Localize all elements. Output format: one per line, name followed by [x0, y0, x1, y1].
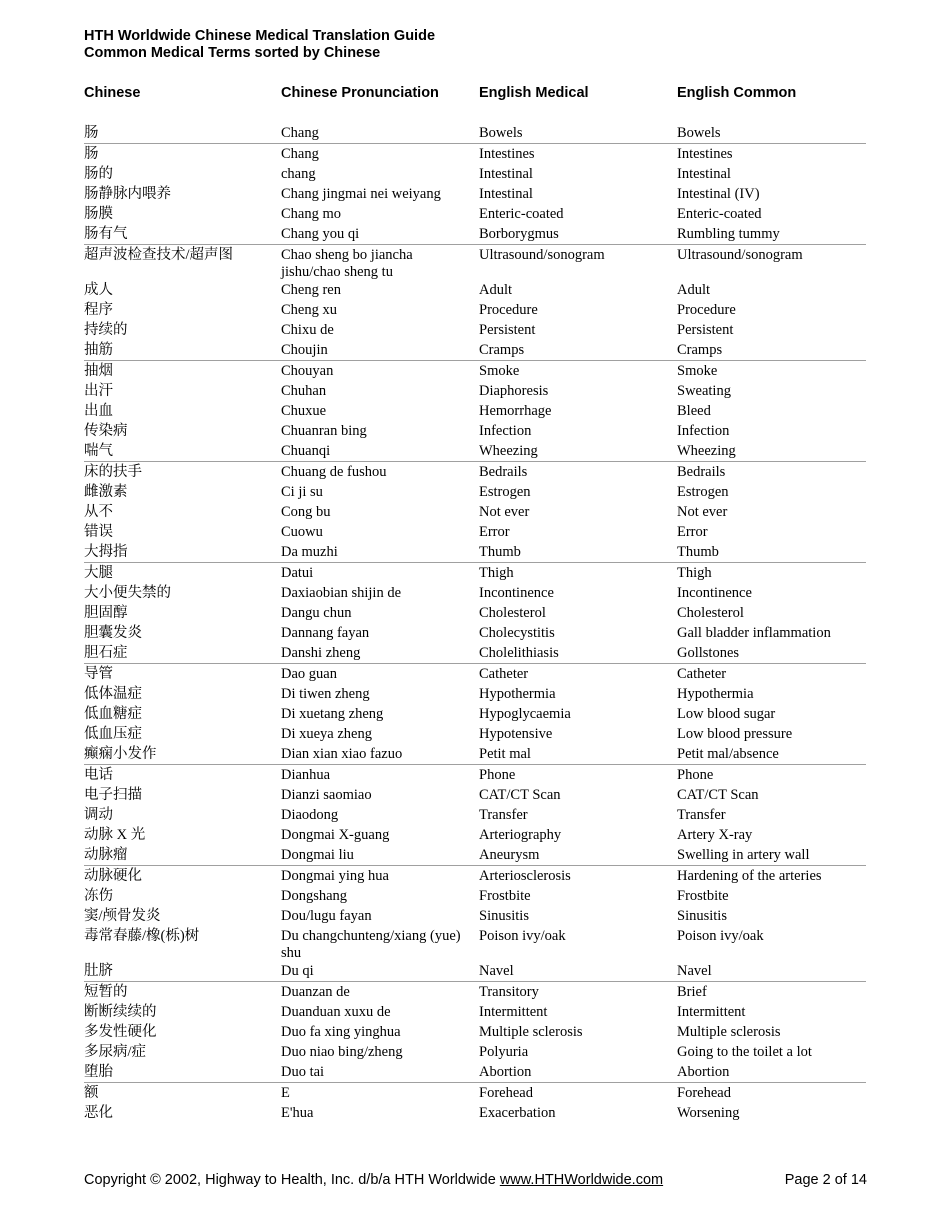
cell-english-common: Smoke: [677, 362, 718, 379]
cell-chinese: 断断续续的: [84, 1003, 157, 1020]
cell-chinese: 传染病: [84, 422, 128, 439]
cell-chinese: 出汗: [84, 382, 113, 399]
cell-pronunciation: Dianhua: [281, 766, 331, 783]
table-row: [84, 1022, 866, 1042]
cell-pronunciation: Du changchunteng/xiang (yue) shu: [281, 927, 461, 961]
table-row: [84, 764, 866, 785]
cell-english-medical: Intestines: [479, 145, 535, 162]
cell-english-medical: Ultrasound/sonogram: [479, 246, 605, 263]
cell-english-common: Hardening of the arteries: [677, 867, 822, 884]
cell-english-common: Error: [677, 523, 708, 540]
table-row: [84, 224, 866, 244]
cell-english-common: Thumb: [677, 543, 719, 560]
cell-chinese: 程序: [84, 301, 113, 318]
cell-english-medical: Bedrails: [479, 463, 528, 480]
table-row: [84, 603, 866, 623]
cell-pronunciation: Duo niao bing/zheng: [281, 1043, 403, 1060]
cell-english-common: Enteric-coated: [677, 205, 762, 222]
cell-chinese: 窦/颅骨发炎: [84, 907, 161, 924]
cell-english-common: Gall bladder inflammation: [677, 624, 831, 641]
cell-pronunciation: E'hua: [281, 1104, 314, 1121]
cell-chinese: 错误: [84, 523, 113, 540]
table-row: [84, 684, 866, 704]
table-row: [84, 805, 866, 825]
cell-chinese: 肠: [84, 124, 99, 141]
table-row: [84, 583, 866, 603]
cell-chinese: 持续的: [84, 321, 128, 338]
cell-chinese: 超声波检查技术/超声图: [84, 246, 234, 263]
table-row: [84, 1042, 866, 1062]
cell-english-common: Intermittent: [677, 1003, 746, 1020]
cell-english-common: Transfer: [677, 806, 726, 823]
cell-english-medical: Navel: [479, 962, 514, 979]
cell-english-medical: CAT/CT Scan: [479, 786, 561, 803]
cell-chinese: 堕胎: [84, 1063, 113, 1080]
cell-pronunciation: Daxiaobian shijin de: [281, 584, 402, 601]
cell-chinese: 冻伤: [84, 887, 113, 904]
table-row: [84, 401, 866, 421]
table-row: [84, 381, 866, 401]
cell-pronunciation: Danshi zheng: [281, 644, 361, 661]
cell-chinese: 肠: [84, 145, 99, 162]
cell-chinese: 低血糖症: [84, 705, 142, 722]
cell-english-common: Cramps: [677, 341, 723, 358]
cell-pronunciation: Chuanqi: [281, 442, 331, 459]
cell-pronunciation: Chang jingmai nei weiyang: [281, 185, 441, 202]
table-row: [84, 522, 866, 542]
cell-chinese: 恶化: [84, 1104, 113, 1121]
cell-pronunciation: chang: [281, 165, 316, 182]
table-row: [84, 724, 866, 744]
cell-english-common: Not ever: [677, 503, 728, 520]
cell-english-common: Procedure: [677, 301, 736, 318]
table-row: [84, 1082, 866, 1103]
table-row: [84, 542, 866, 562]
table-row: [84, 461, 866, 482]
table-row: [84, 704, 866, 724]
cell-chinese: 喘气: [84, 442, 113, 459]
cell-english-common: Bowels: [677, 124, 721, 141]
cell-english-medical: Petit mal: [479, 745, 531, 762]
cell-english-common: Artery X-ray: [677, 826, 753, 843]
cell-pronunciation: Chuxue: [281, 402, 327, 419]
cell-pronunciation: Choujin: [281, 341, 328, 358]
cell-english-medical: Thigh: [479, 564, 514, 581]
cell-english-medical: Smoke: [479, 362, 520, 379]
table-row: [84, 663, 866, 684]
cell-english-medical: Abortion: [479, 1063, 532, 1080]
cell-english-common: Ultrasound/sonogram: [677, 246, 803, 263]
cell-english-common: Worsening: [677, 1104, 740, 1121]
cell-english-common: Going to the toilet a lot: [677, 1043, 812, 1060]
cell-pronunciation: Di xuetang zheng: [281, 705, 384, 722]
document-title: [84, 28, 435, 62]
cell-english-common: Estrogen: [677, 483, 729, 500]
cell-pronunciation: Di xueya zheng: [281, 725, 372, 742]
table-row: [84, 502, 866, 522]
cell-pronunciation: Dongmai liu: [281, 846, 354, 863]
cell-english-medical: Catheter: [479, 665, 529, 682]
cell-pronunciation: Dongmai ying hua: [281, 867, 389, 884]
cell-english-medical: Borborygmus: [479, 225, 559, 242]
cell-chinese: 抽筋: [84, 341, 113, 358]
cell-english-medical: Arteriosclerosis: [479, 867, 571, 884]
cell-pronunciation: Dao guan: [281, 665, 337, 682]
cell-pronunciation: Dongshang: [281, 887, 348, 904]
cell-chinese: 大拇指: [84, 543, 128, 560]
cell-english-medical: Cholelithiasis: [479, 644, 559, 661]
cell-english-common: Wheezing: [677, 442, 736, 459]
cell-chinese: 毒常春藤/橡(栎)树: [84, 927, 200, 944]
cell-chinese: 肠的: [84, 165, 113, 182]
cell-english-common: Incontinence: [677, 584, 752, 601]
cell-chinese: 肠有气: [84, 225, 128, 242]
cell-chinese: 动脉硬化: [84, 867, 142, 884]
cell-pronunciation: Chang: [281, 124, 319, 141]
cell-english-medical: Wheezing: [479, 442, 538, 459]
table-row: [84, 143, 866, 164]
cell-pronunciation: Chuanran bing: [281, 422, 367, 439]
cell-pronunciation: Chouyan: [281, 362, 334, 379]
cell-pronunciation: Chao sheng bo jiancha jishu/chao sheng tu: [281, 246, 413, 280]
cell-english-common: Infection: [677, 422, 730, 439]
cell-english-common: Brief: [677, 983, 707, 1000]
table-row: [84, 340, 866, 360]
cell-english-medical: Cramps: [479, 341, 525, 358]
column-headers: [84, 85, 868, 105]
cell-chinese: 低体温症: [84, 685, 142, 702]
cell-chinese: 大腿: [84, 564, 113, 581]
cell-english-common: Thigh: [677, 564, 712, 581]
cell-english-medical: Estrogen: [479, 483, 531, 500]
table-row: [84, 643, 866, 663]
cell-english-medical: Aneurysm: [479, 846, 540, 863]
column-header-english-medical: English Medical: [479, 85, 589, 101]
cell-pronunciation: Chang: [281, 145, 319, 162]
cell-english-common: Forehead: [677, 1084, 731, 1101]
cell-pronunciation: Ci ji su: [281, 483, 323, 500]
cell-english-medical: Cholecystitis: [479, 624, 555, 641]
cell-pronunciation: Duo fa xing yinghua: [281, 1023, 401, 1040]
cell-chinese: 成人: [84, 281, 113, 298]
cell-chinese: 癫痫小发作: [84, 745, 157, 762]
cell-english-medical: Diaphoresis: [479, 382, 549, 399]
table-row: [84, 961, 866, 981]
cell-pronunciation: Duanzan de: [281, 983, 350, 1000]
cell-english-medical: Arteriography: [479, 826, 562, 843]
table-row: [84, 785, 866, 805]
cell-pronunciation: Duanduan xuxu de: [281, 1003, 391, 1020]
cell-chinese: 多尿病/症: [84, 1043, 147, 1060]
cell-english-common: Catheter: [677, 665, 727, 682]
cell-chinese: 动脉瘤: [84, 846, 128, 863]
table-row: [84, 623, 866, 643]
cell-english-medical: Intermittent: [479, 1003, 548, 1020]
cell-english-common: Intestinal: [677, 165, 731, 182]
table-row: [84, 1002, 866, 1022]
cell-english-common: Hypothermia: [677, 685, 754, 702]
cell-pronunciation: Cong bu: [281, 503, 331, 520]
table-row: [84, 164, 866, 184]
cell-english-medical: Poison ivy/oak: [479, 927, 566, 944]
cell-chinese: 低血压症: [84, 725, 142, 742]
cell-pronunciation: Diaodong: [281, 806, 339, 823]
copyright-text: Copyright © 2002, Highway to Health, Inc. d/b/a HTH Worldwide: [84, 1172, 500, 1188]
cell-english-medical: Adult: [479, 281, 513, 298]
cell-english-medical: Thumb: [479, 543, 521, 560]
cell-english-medical: Not ever: [479, 503, 530, 520]
cell-english-medical: Procedure: [479, 301, 538, 318]
cell-english-common: Bleed: [677, 402, 711, 419]
cell-pronunciation: Dannang fayan: [281, 624, 370, 641]
cell-pronunciation: Cheng xu: [281, 301, 337, 318]
cell-pronunciation: Cheng ren: [281, 281, 341, 298]
cell-chinese: 调动: [84, 806, 113, 823]
cell-pronunciation: Dangu chun: [281, 604, 352, 621]
table-row: [84, 300, 866, 320]
table-row: [84, 204, 866, 224]
cell-english-common: Low blood sugar: [677, 705, 776, 722]
cell-english-medical: Hypotensive: [479, 725, 553, 742]
table-row: [84, 123, 866, 143]
cell-english-common: CAT/CT Scan: [677, 786, 759, 803]
cell-chinese: 抽烟: [84, 362, 113, 379]
cell-english-medical: Incontinence: [479, 584, 554, 601]
cell-english-common: Sweating: [677, 382, 731, 399]
column-header-english-common: English Common: [677, 85, 797, 101]
table-row: [84, 421, 866, 441]
cell-english-common: Gollstones: [677, 644, 740, 661]
title-line-1: HTH Worldwide Chinese Medical Translation Guide: [84, 28, 436, 44]
table-row: [84, 886, 866, 906]
cell-english-medical: Hypothermia: [479, 685, 556, 702]
table-row: [84, 1062, 866, 1082]
cell-chinese: 从不: [84, 503, 113, 520]
cell-english-common: Rumbling tummy: [677, 225, 780, 242]
cell-english-medical: Error: [479, 523, 510, 540]
cell-pronunciation: Chang you qi: [281, 225, 360, 242]
cell-english-common: Phone: [677, 766, 714, 783]
cell-chinese: 电话: [84, 766, 113, 783]
cell-english-medical: Sinusitis: [479, 907, 529, 924]
table-row: [84, 184, 866, 204]
cell-pronunciation: Da muzhi: [281, 543, 338, 560]
cell-english-common: Adult: [677, 281, 711, 298]
cell-english-medical: Infection: [479, 422, 532, 439]
cell-english-medical: Hypoglycaemia: [479, 705, 571, 722]
table-row: [84, 825, 866, 845]
cell-english-common: Bedrails: [677, 463, 726, 480]
cell-pronunciation: Dongmai X-guang: [281, 826, 390, 843]
cell-english-medical: Hemorrhage: [479, 402, 552, 419]
cell-english-common: Low blood pressure: [677, 725, 793, 742]
cell-pronunciation: Duo tai: [281, 1063, 325, 1080]
website-link[interactable]: www.HTHWorldwide.com: [499, 1172, 664, 1188]
table-row: [84, 280, 866, 300]
cell-english-common: Intestinal (IV): [677, 185, 760, 202]
cell-english-common: Frostbite: [677, 887, 729, 904]
table-row: [84, 482, 866, 502]
cell-english-common: Petit mal/absence: [677, 745, 779, 762]
cell-pronunciation: Chuhan: [281, 382, 327, 399]
cell-chinese: 短暂的: [84, 983, 128, 1000]
cell-english-common: Multiple sclerosis: [677, 1023, 781, 1040]
cell-english-medical: Phone: [479, 766, 516, 783]
cell-english-medical: Persistent: [479, 321, 536, 338]
cell-english-medical: Forehead: [479, 1084, 533, 1101]
cell-pronunciation: E: [281, 1084, 290, 1101]
cell-english-medical: Cholesterol: [479, 604, 546, 621]
cell-english-common: Navel: [677, 962, 712, 979]
cell-pronunciation: Di tiwen zheng: [281, 685, 370, 702]
table-row: [84, 562, 866, 583]
cell-chinese: 电子扫描: [84, 786, 142, 803]
table-row: [84, 865, 866, 886]
cell-chinese: 肠膜: [84, 205, 113, 222]
cell-english-medical: Enteric-coated: [479, 205, 564, 222]
cell-pronunciation: Chang mo: [281, 205, 342, 222]
table-row: [84, 360, 866, 381]
cell-pronunciation: Du qi: [281, 962, 314, 979]
cell-chinese: 导管: [84, 665, 113, 682]
cell-chinese: 胆囊发炎: [84, 624, 142, 641]
cell-english-common: Sinusitis: [677, 907, 727, 924]
cell-english-common: Persistent: [677, 321, 734, 338]
table-row: [84, 981, 866, 1002]
cell-pronunciation: Dou/lugu fayan: [281, 907, 372, 924]
cell-english-medical: Frostbite: [479, 887, 531, 904]
cell-chinese: 动脉 X 光: [84, 826, 146, 843]
cell-english-medical: Bowels: [479, 124, 523, 141]
column-header-pronunciation: Chinese Pronunciation: [281, 85, 439, 101]
cell-chinese: 胆固醇: [84, 604, 128, 621]
table-row: [84, 926, 866, 961]
column-header-chinese: Chinese: [84, 85, 141, 101]
cell-english-medical: Transfer: [479, 806, 528, 823]
table-row: [84, 744, 866, 764]
cell-english-common: Swelling in artery wall: [677, 846, 810, 863]
page-number: Page 2 of 14: [784, 1172, 867, 1188]
cell-pronunciation: Chixu de: [281, 321, 334, 338]
cell-english-common: Poison ivy/oak: [677, 927, 764, 944]
cell-chinese: 大小便失禁的: [84, 584, 171, 601]
cell-english-common: Intestines: [677, 145, 733, 162]
table-row: [84, 244, 866, 280]
cell-english-common: Abortion: [677, 1063, 730, 1080]
cell-chinese: 雌激素: [84, 483, 128, 500]
cell-english-medical: Polyuria: [479, 1043, 529, 1060]
cell-english-medical: Exacerbation: [479, 1104, 556, 1121]
cell-pronunciation: Chuang de fushou: [281, 463, 387, 480]
cell-english-medical: Multiple sclerosis: [479, 1023, 583, 1040]
table-row: [84, 906, 866, 926]
cell-chinese: 多发性硬化: [84, 1023, 157, 1040]
table-row: [84, 845, 866, 865]
cell-english-medical: Intestinal: [479, 185, 533, 202]
cell-english-medical: Transitory: [479, 983, 539, 1000]
terms-table: [84, 123, 866, 1123]
table-row: [84, 1103, 866, 1123]
cell-pronunciation: Dian xian xiao fazuo: [281, 745, 403, 762]
cell-chinese: 肚脐: [84, 962, 113, 979]
table-row: [84, 320, 866, 340]
table-row: [84, 441, 866, 461]
cell-pronunciation: Cuowu: [281, 523, 323, 540]
cell-chinese: 肠静脉内喂养: [84, 185, 171, 202]
cell-chinese: 胆石症: [84, 644, 128, 661]
title-line-2: Common Medical Terms sorted by Chinese: [84, 45, 381, 61]
cell-pronunciation: Dianzi saomiao: [281, 786, 372, 803]
cell-chinese: 额: [84, 1084, 99, 1101]
cell-english-medical: Intestinal: [479, 165, 533, 182]
footer-copyright: [84, 1172, 663, 1188]
cell-chinese: 出血: [84, 402, 113, 419]
cell-pronunciation: Datui: [281, 564, 314, 581]
cell-english-common: Cholesterol: [677, 604, 744, 621]
cell-chinese: 床的扶手: [84, 463, 142, 480]
